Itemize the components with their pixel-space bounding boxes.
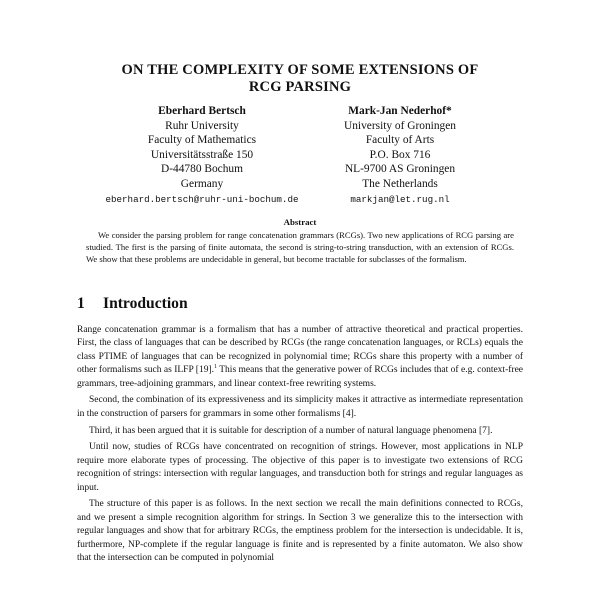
section-heading: [77, 295, 188, 313]
paragraph: Until now, studies of RCGs have concentrated on recognition of strings. However, most applications in NLP require more elaborate types of processing. The objective of this paper is to investigate two extensions of RCG recognition of strings: intersection with regular languages, and transduction both for strings and regular languages as input.: [77, 442, 523, 493]
author-affiliation: Universitätsstraße 150: [150, 148, 254, 161]
abstract-text: We consider the parsing problem for range concatenation grammars (RCGs). Two new applications of RCG parsing are studied. The first is the parsing of finite automata, the second is string-to-string transduction, with an extension of RCGs. We show that these problems are undecidable in general, but become tractable for subclasses of the formalism.: [86, 230, 514, 264]
paragraph: The structure of this paper is as follows. In the next section we recall the main definitions connected to RCGs, and we present a simple recognition algorithm for strings. In Section 3 we generalize this to the intersection with regular languages and show that for arbitrary RCGs, the emptiness problem for the intersection is undecidable. It is, furthermore, NP-complete if the regular language is finite and is represented by a finite automaton. We also show that the intersection can be computed in polynomial: [77, 499, 523, 564]
section-title: Introduction: [103, 295, 188, 312]
author-affiliation: Ruhr University: [165, 119, 239, 132]
author-affiliation: University of Groningen: [344, 119, 456, 132]
paragraph-continuation: This means that the generative power of RCGs includes that of e.g. context-free grammars, tree-adjoining grammars, and linear context-free rewriting systems.: [77, 365, 523, 389]
author-email: eberhard.bertsch@ruhr-uni-bochum.de: [105, 193, 299, 205]
author-name: Eberhard Bertsch: [158, 105, 246, 117]
title-line-1: ON THE COMPLEXITY OF SOME EXTENSIONS OF: [121, 62, 479, 78]
paragraph: Second, the combination of its expressiveness and its simplicity makes it attractive as intermediate representation in the construction of parsers for grammars in some other formalisms [4].: [77, 395, 523, 419]
author-affiliation: The Netherlands: [362, 177, 438, 190]
abstract-heading: Abstract: [283, 217, 317, 227]
author-email: markjan@let.rug.nl: [350, 193, 450, 205]
author-affiliation: Faculty of Arts: [365, 134, 435, 147]
author-affiliation: Germany: [180, 177, 224, 190]
author-block-1: [92, 104, 312, 207]
author-affiliation: NL-9700 AS Groningen: [344, 163, 456, 176]
author-block-2: [300, 104, 500, 207]
paragraph: Third, it has been argued that it is suitable for description of a number of natural language phenomena [7].: [89, 425, 493, 436]
body-text: [77, 324, 523, 569]
paragraph-text: Range concatenation grammar is a formalism that has a number of attractive theoretical and practical properties. First, the class of languages that can be described by RCGs (the range concatenation languages, or RCLs) equals the class PTIME of languages that can be recognized in polynomial time; RCGs share this property with a number of other formalisms such as ILFP [19].: [77, 325, 523, 376]
author-name: Mark-Jan Nederhof*: [348, 105, 452, 117]
title-line-2: RCG PARSING: [248, 79, 352, 95]
paper-title: [60, 62, 540, 96]
section-number: 1: [77, 295, 85, 312]
footnote-mark[interactable]: 1: [214, 364, 218, 371]
author-affiliation: Faculty of Mathematics: [147, 134, 257, 147]
author-affiliation: P.O. Box 716: [369, 148, 431, 161]
paragraph: [77, 324, 523, 391]
author-affiliation: D-44780 Bochum: [161, 163, 243, 176]
